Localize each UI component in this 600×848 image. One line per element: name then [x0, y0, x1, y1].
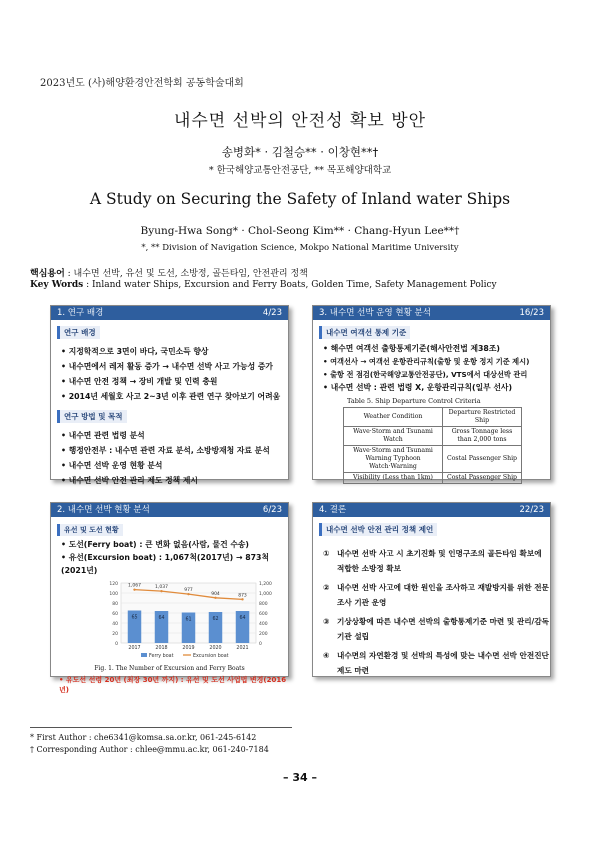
- bar-label: 62: [212, 617, 219, 622]
- slide-operation-analysis: [312, 305, 551, 480]
- bar-label: 64: [158, 616, 165, 621]
- slide-page: 22/23: [519, 505, 544, 515]
- section-heading: 유선 및 도선 현황: [57, 524, 123, 536]
- keywords-korean-label: 핵심용어: [30, 269, 65, 279]
- slide-title: 3. 내수면 선박 운영 현황 분석: [319, 308, 431, 318]
- y-tick-right: 400: [259, 622, 268, 627]
- numbered-list: [323, 546, 550, 678]
- slide-conclusion: [312, 502, 551, 677]
- slide-title: 1. 연구 배경: [57, 308, 104, 318]
- bar-label: 61: [185, 617, 192, 623]
- item-text: 내수면의 자연환경 및 선박의 특성에 맞는 내수면 선박 안전진단제도 마련: [337, 651, 549, 675]
- list-item: • 행정안전부 : 내수면 관련 자료 분석, 소방방재청 자료 분석: [61, 443, 288, 458]
- keywords-english-label: Key Words: [30, 280, 84, 290]
- bullet-list: [61, 344, 288, 404]
- line-label: 1,067: [128, 583, 141, 589]
- y-tick-left: 100: [109, 592, 118, 597]
- y-tick-right: 800: [259, 602, 268, 607]
- slide-title: 2. 내수면 선박 현황 분석: [57, 505, 150, 515]
- list-item: [323, 648, 550, 678]
- table-row: [344, 446, 522, 473]
- section-heading: 내수면 여객선 통제 기준: [319, 326, 410, 339]
- section-heading: 연구 방법 및 목적: [57, 410, 127, 423]
- section-heading: 연구 배경: [57, 326, 100, 339]
- conference-name: 2023년도 (사)해양환경안전학회 공동학술대회: [40, 78, 244, 89]
- list-item: • 내수면 선박 : 관련 법령 X, 운항관리규칙(일부 선사): [323, 381, 550, 394]
- slide-ship-status: [50, 502, 289, 694]
- item-text: 내수면 선박 사고 시 초기진화 및 인명구조의 골든타임 확보에 적합한 소방정 확보: [337, 549, 542, 573]
- x-tick-label: 2018: [155, 646, 168, 651]
- list-item: • 유선(Excursion boat) : 1,067척(2017년) → 873척(2021년): [61, 551, 288, 577]
- line-point: [133, 588, 135, 590]
- table-cell: Costal Passenger Ship: [443, 446, 522, 473]
- y-tick-right: 200: [259, 632, 268, 637]
- line-label: 977: [184, 588, 193, 594]
- figure-caption: Fig. 1. The Number of Excursion and Ferry Boats: [94, 665, 245, 672]
- legend-label-excursion: Excursion boat: [193, 654, 229, 659]
- item-number: ④: [323, 651, 330, 660]
- footnote-first-author: * First Author : che6341@komsa.sa.or.kr, 061-245-6142: [30, 733, 257, 742]
- line-point: [160, 590, 162, 592]
- list-item: • 지정학적으로 3면이 바다, 국민소득 향상: [61, 344, 288, 359]
- footnote-corresponding-author: † Corresponding Author : chlee@mmu.ac.kr, 061-240-7184: [30, 745, 269, 754]
- table-cell: Costal Passenger Ship: [443, 473, 522, 484]
- keywords-korean-text: : 내수면 선박, 유선 및 도선, 소방정, 골든타임, 안전관리 정책: [67, 269, 308, 279]
- line-point: [187, 593, 189, 595]
- item-number: ①: [323, 549, 330, 558]
- line-label: 1,037: [155, 585, 168, 591]
- bullet-list: [323, 342, 550, 394]
- item-text: 기상상황에 따른 내수면 선박의 출항통제기준 마련 및 관리/감독 기관 설립: [337, 617, 550, 641]
- legend-swatch-ferry: [141, 653, 147, 657]
- list-item: • 출항 전 점검(한국해양교통안전공단), VTS에서 대상선박 관리: [323, 368, 550, 381]
- line-point: [241, 598, 243, 600]
- departure-control-table: [343, 407, 522, 484]
- x-tick-label: 2021: [236, 646, 249, 651]
- authors-korean: 송병화* · 김철승** · 이창현**†: [221, 145, 379, 159]
- y-tick-left: 20: [112, 632, 118, 637]
- y-tick-left: 120: [109, 582, 118, 587]
- list-item: • 해수면 여객선 출항통제기준(해사안전법 제38조): [323, 342, 550, 355]
- list-item: • 내수면 선박 운영 현황 분석: [61, 458, 288, 473]
- list-item: • 내수면 안전 정책 → 장비 개발 및 인력 충원: [61, 374, 288, 389]
- table-header: Weather Condition: [344, 408, 443, 427]
- bullet-list: [61, 428, 288, 488]
- bar-label: 64: [239, 616, 246, 621]
- table-header: Departure Restricted Ship: [443, 408, 522, 427]
- list-item: • 2014년 세월호 사고 2~3년 이후 관련 연구 찾아보기 어려움: [61, 389, 288, 404]
- y-tick-right: 600: [259, 612, 268, 617]
- title-english: A Study on Securing the Safety of Inland water Ships: [89, 190, 511, 208]
- slide-header: [313, 503, 550, 517]
- table-cell: Wave·Storm and Tsunami Warning Typhoon Watch·Warning: [344, 446, 443, 473]
- item-text: 내수면 선박 사고에 대한 원인을 조사하고 재발방지를 위한 전문 조사 기관 운영: [337, 583, 549, 607]
- slide-header: [51, 306, 288, 320]
- list-item: • 내수면 관련 법령 분석: [61, 428, 288, 443]
- x-tick-label: 2017: [128, 646, 141, 651]
- slide-page: 16/23: [519, 308, 544, 318]
- table-cell: Gross Tonnage less than 2,000 tons: [443, 427, 522, 446]
- list-item: • 도선(Ferry boat) : 큰 변화 없음(사람, 물건 수송): [61, 538, 288, 551]
- y-tick-left: 0: [115, 642, 118, 647]
- section-heading: 내수면 선박 안전 관리 정책 제언: [319, 523, 437, 536]
- item-number: ②: [323, 583, 330, 592]
- page-number: – 34 –: [283, 771, 317, 784]
- list-item: [323, 546, 550, 576]
- slide-research-background: [50, 305, 289, 485]
- line-point: [214, 597, 216, 599]
- affiliation-english: *, ** Division of Navigation Science, Mokpo National Maritime University: [141, 243, 459, 253]
- y-tick-left: 40: [112, 622, 118, 627]
- y-tick-left: 60: [112, 612, 118, 617]
- slide-title: 4. 결론: [319, 505, 347, 515]
- table-cell: Wave·Storm and Tsunami Watch: [344, 427, 443, 446]
- legend-label-ferry: Ferry boat: [149, 654, 174, 659]
- bar-label: 65: [131, 615, 138, 621]
- table-header-row: [344, 408, 522, 427]
- slide-page: 6/23: [262, 505, 282, 515]
- bullet-list: [61, 538, 288, 577]
- y-tick-right: 1,200: [259, 582, 272, 587]
- list-item: • 여객선사 → 여객선 운항관리규칙(출항 및 운항 정지 기준 제시): [323, 355, 550, 368]
- list-item: [323, 580, 550, 610]
- slide-header: [51, 503, 288, 517]
- keywords-english: [30, 280, 497, 290]
- title-korean: 내수면 선박의 안전성 확보 방안: [173, 111, 427, 131]
- list-item: • 내수면에서 레저 활동 증가 → 내수면 선박 사고 가능성 증가: [61, 359, 288, 374]
- x-tick-label: 2019: [182, 646, 195, 651]
- keywords-english-text: : Inland water Ships, Excursion and Ferry Boats, Golden Time, Safety Management Policy: [86, 280, 497, 290]
- x-tick-label: 2020: [209, 646, 222, 651]
- footnote-divider: [30, 727, 292, 728]
- table-caption: Table 5. Ship Departure Control Criteria: [347, 397, 481, 405]
- table-row: [344, 427, 522, 446]
- y-tick-right: 1,000: [259, 592, 272, 597]
- slide-header: [313, 306, 550, 320]
- y-tick-left: 80: [112, 602, 118, 607]
- line-label: 904: [211, 591, 220, 597]
- slide-page: 4/23: [262, 308, 282, 318]
- authors-english: Byung-Hwa Song* · Chol-Seong Kim** · Chang-Hyun Lee**†: [140, 225, 460, 237]
- y-tick-right: 0: [259, 642, 262, 647]
- list-item: • 내수면 선박 안전 관리 제도 정책 제시: [61, 473, 288, 488]
- item-number: ③: [323, 617, 330, 626]
- affiliation-korean: * 한국해양교통안전공단, ** 목포해양대학교: [208, 165, 392, 176]
- table-cell: Visibility (Less than 1km): [344, 473, 443, 484]
- keywords-korean: [30, 266, 308, 279]
- list-item: [323, 614, 550, 644]
- note-text: • 유도선 선령 20년 (최장 30년 까지) : 유선 및 도선 사업법 변경(2016년): [59, 676, 287, 694]
- line-label: 873: [238, 593, 247, 599]
- boats-chart: [51, 577, 288, 667]
- table-row: [344, 473, 522, 484]
